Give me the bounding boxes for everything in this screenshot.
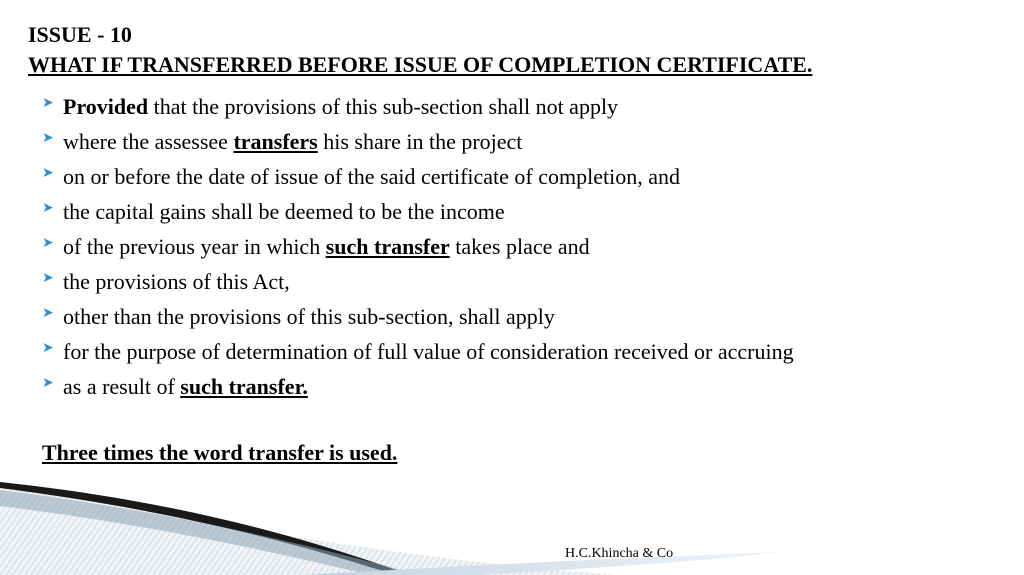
bullet-item — [42, 264, 794, 299]
bullet-text: the provisions of this Act, — [63, 269, 290, 294]
bullet-text: Provided that the provisions of this sub-section shall not apply — [63, 94, 619, 119]
bullet-text: of the previous year in which such transfer takes place and — [63, 234, 590, 259]
bullet-item — [42, 229, 794, 264]
right-arrowhead-icon: ➤ — [42, 340, 54, 356]
bullet-emphasis: Provided — [63, 94, 149, 119]
bullet-text: on or before the date of issue of the said certificate of completion, and — [63, 164, 680, 189]
bullet-item — [42, 334, 794, 369]
bullet-text: other than the provisions of this sub-section, shall apply — [63, 304, 555, 329]
bullet-emphasis: transfers — [233, 129, 318, 154]
right-arrowhead-icon: ➤ — [42, 375, 54, 391]
slide-title — [28, 20, 812, 80]
bullet-text: as a result of such transfer. — [63, 374, 308, 399]
right-arrowhead-icon: ➤ — [42, 270, 54, 286]
bullet-item — [42, 299, 794, 334]
bullet-item — [42, 124, 794, 159]
bullet-text: for the purpose of determination of full value of consideration received or accruing — [63, 339, 794, 364]
right-arrowhead-icon: ➤ — [42, 130, 54, 146]
bullet-emphasis: such transfer — [325, 234, 450, 259]
bullet-item — [42, 369, 794, 404]
right-arrowhead-icon: ➤ — [42, 165, 54, 181]
footer-text: H.C.Khincha & Co — [565, 546, 674, 561]
bullet-text: the capital gains shall be deemed to be the income — [63, 199, 505, 224]
right-arrowhead-icon: ➤ — [42, 95, 54, 111]
issue-heading: WHAT IF TRANSFERRED BEFORE ISSUE OF COMPLETION CERTIFICATE. — [28, 52, 813, 77]
bullet-item — [42, 194, 794, 229]
decorative-swoosh — [0, 470, 1024, 575]
right-arrowhead-icon: ➤ — [42, 235, 54, 251]
bullet-item — [42, 89, 794, 124]
bullet-item — [42, 159, 794, 194]
issue-number: ISSUE - 10 — [28, 22, 132, 47]
bullet-list — [42, 89, 794, 404]
right-arrowhead-icon: ➤ — [42, 200, 54, 216]
right-arrowhead-icon: ➤ — [42, 305, 54, 321]
bullet-emphasis: such transfer. — [180, 374, 308, 399]
conclusion-text: Three times the word transfer is used. — [42, 440, 398, 465]
bullet-text: where the assessee transfers his share in the project — [63, 129, 523, 154]
